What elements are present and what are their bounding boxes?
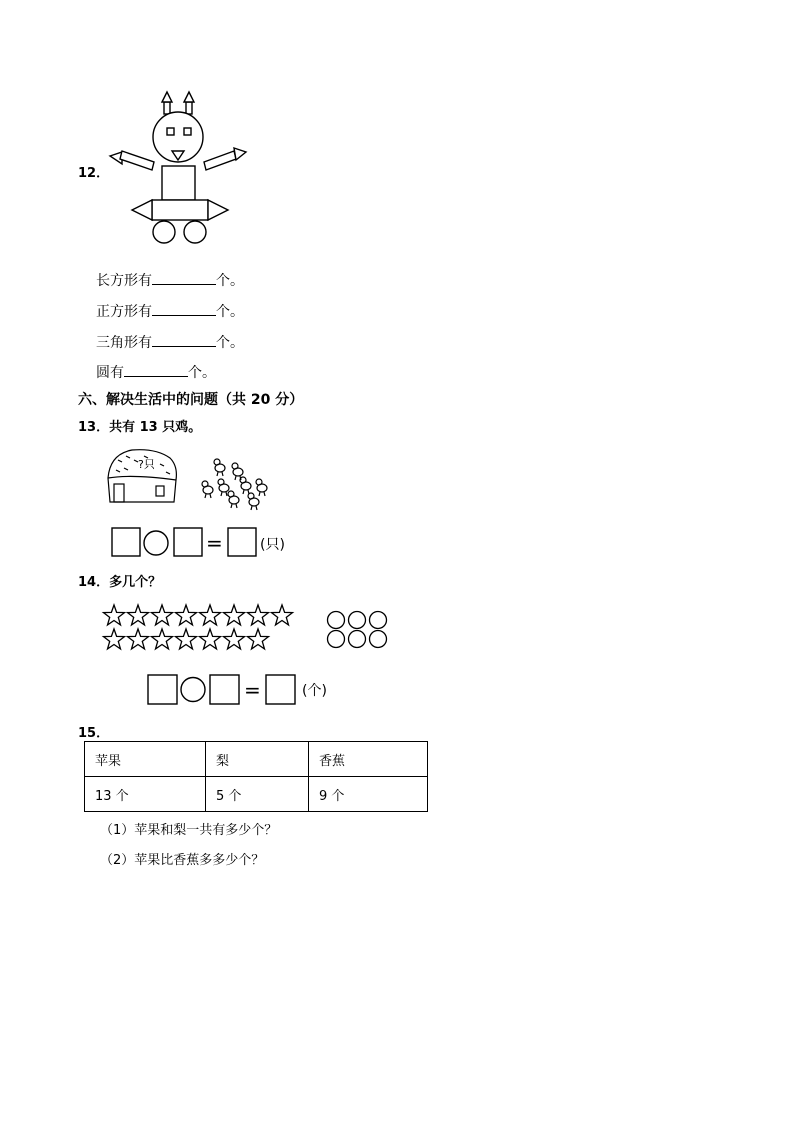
robot-arm-left (110, 151, 154, 170)
question-14-text: 14．多几个？ (78, 575, 162, 590)
stars-row-1 (104, 605, 293, 625)
table-row (85, 777, 428, 812)
star-icon (152, 605, 173, 625)
robot-figure (100, 88, 260, 250)
table-header-cell: 梨 (206, 742, 309, 777)
q12-squares-label: 正方形有 (96, 304, 152, 320)
question-number-12: 12． (78, 166, 110, 181)
answer-blank[interactable] (152, 301, 216, 316)
q12-circles-suffix: 个。 (188, 365, 216, 381)
equation-operator-circle[interactable] (181, 678, 205, 702)
circle-icon (370, 631, 387, 648)
q15-subquestion-1: （1）苹果和梨一共有多少个？ (100, 823, 278, 838)
star-icon (152, 629, 173, 649)
house-icon (108, 450, 176, 502)
equation-unit: (个) (302, 683, 327, 699)
q12-triangles-label: 三角形有 (96, 335, 152, 351)
q15-subquestion-2: （2）苹果比香蕉多多少个？ (100, 853, 265, 868)
robot-arm-right (204, 148, 246, 170)
robot-base-left-triangle (132, 200, 152, 220)
equation-box-result[interactable] (228, 528, 256, 556)
q12-triangles-suffix: 个。 (216, 335, 244, 351)
table-cell: 9 个 (309, 777, 428, 812)
answer-blank[interactable] (124, 362, 188, 377)
circle-icon (328, 631, 345, 648)
table-cell: 5 个 (206, 777, 309, 812)
q12-rectangles-label: 长方形有 (96, 273, 152, 289)
circle-icon (328, 612, 345, 629)
star-icon (224, 629, 245, 649)
circles-group (328, 612, 387, 648)
antenna-left-arrow (162, 92, 172, 114)
equation-box-1[interactable] (112, 528, 140, 556)
q12-circles-label: 圆有 (96, 365, 124, 381)
q13-equation (110, 526, 310, 560)
stars-and-circles-illustration (100, 600, 400, 656)
q12-line-circles (96, 362, 216, 382)
star-icon (104, 629, 125, 649)
house-question-label: ?只 (138, 458, 155, 471)
equation-unit: (只) (260, 537, 285, 553)
house-and-chicks-illustration (104, 446, 279, 512)
star-icon (128, 605, 149, 625)
equation-box-2[interactable] (174, 528, 202, 556)
table-cell: 13 个 (85, 777, 206, 812)
q12-line-rectangles (96, 270, 244, 290)
answer-blank[interactable] (152, 332, 216, 347)
star-icon (176, 605, 197, 625)
robot-body-square (162, 166, 195, 200)
section-title: 六、解决生活中的问题（共 20 分） (78, 392, 304, 408)
circle-icon (370, 612, 387, 629)
equals-sign: = (244, 678, 261, 702)
q12-squares-suffix: 个。 (216, 304, 244, 320)
star-icon (104, 605, 125, 625)
equation-box-result[interactable] (266, 675, 295, 704)
table-header-row (85, 742, 428, 777)
antenna-right-arrow (184, 92, 194, 114)
star-icon (248, 605, 269, 625)
table-header-cell: 香蕉 (309, 742, 428, 777)
chicks-group-icon (202, 459, 267, 510)
star-icon (128, 629, 149, 649)
equals-sign: = (206, 531, 223, 555)
star-icon (200, 605, 221, 625)
equation-box-1[interactable] (148, 675, 177, 704)
star-icon (224, 605, 245, 625)
question-13-text: 13．共有 13 只鸡。 (78, 420, 202, 435)
equation-operator-circle[interactable] (144, 531, 168, 555)
star-icon (200, 629, 221, 649)
robot-base-right-triangle (208, 200, 228, 220)
q12-rectangles-suffix: 个。 (216, 273, 244, 289)
robot-base-rectangle (152, 200, 208, 220)
table-header-cell: 苹果 (85, 742, 206, 777)
star-icon (272, 605, 293, 625)
question-number-15: 15． (78, 726, 110, 741)
star-icon (176, 629, 197, 649)
q12-line-triangles (96, 332, 244, 352)
stars-row-2 (104, 629, 269, 649)
circle-icon (349, 612, 366, 629)
q14-equation (146, 672, 356, 708)
circle-icon (349, 631, 366, 648)
q12-line-squares (96, 301, 244, 321)
fruit-table (84, 741, 428, 812)
equation-box-2[interactable] (210, 675, 239, 704)
star-icon (248, 629, 269, 649)
robot-wheel-left-circle (153, 221, 175, 243)
answer-blank[interactable] (152, 270, 216, 285)
robot-head-circle (153, 112, 203, 162)
robot-wheel-right-circle (184, 221, 206, 243)
